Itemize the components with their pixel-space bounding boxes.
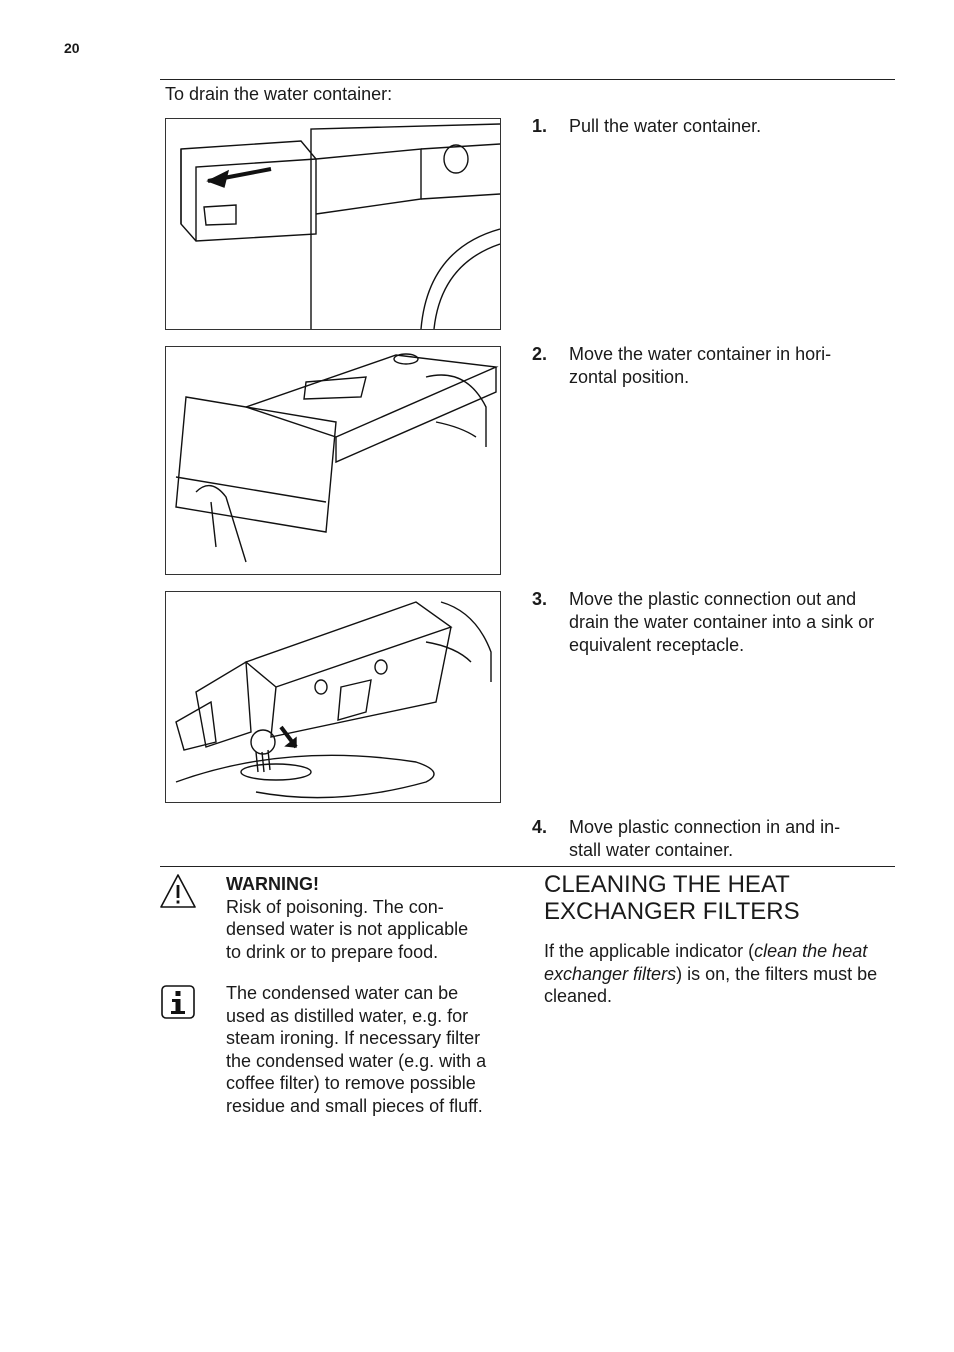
step-number: 3. xyxy=(532,589,548,609)
section-body-after: ) is on, the filters must be cleaned. xyxy=(544,963,878,1006)
section-body-before: If the applicable indicator ( xyxy=(544,941,755,961)
step-text: Pull the water container. xyxy=(569,116,762,136)
step-number: 2. xyxy=(532,344,548,364)
step-text: Move plastic connection in and in- stall water container. xyxy=(569,817,841,860)
warning-triangle-icon xyxy=(158,872,198,912)
step-number: 1. xyxy=(532,116,548,136)
info-text: The condensed water can be used as distilled water, e.g. for steam ironing. If necessary filter the condensed water (e.g. with a coffee filter) to remove possible residue and small pieces of fluff. xyxy=(226,983,487,1116)
step-text: Move the plastic connection out and drain the water container into a sink or equivalent receptacle. xyxy=(569,589,875,655)
warning-note xyxy=(226,873,518,963)
page-number: 20 xyxy=(64,40,80,56)
pull-container-illustration xyxy=(165,118,501,330)
warning-text: Risk of poisoning. The con- densed water is not applicable to drink or to prepare food. xyxy=(226,896,469,962)
step-text: Move the water container in hori- zontal position. xyxy=(569,344,832,387)
step-number: 4. xyxy=(532,817,548,837)
step-3 xyxy=(532,588,892,657)
section-body xyxy=(544,940,889,1008)
step-2 xyxy=(532,343,892,389)
intro-text: To drain the water container: xyxy=(165,84,393,104)
info-icon xyxy=(158,982,198,1022)
section-title: CLEANING THE HEAT EXCHANGER FILTERS xyxy=(544,871,800,925)
section-rule xyxy=(160,866,895,867)
step-1 xyxy=(532,115,892,138)
drain-container-illustration xyxy=(165,591,501,803)
section-body-italic: clean the heat exchanger filters xyxy=(544,941,868,984)
step-4 xyxy=(532,816,892,862)
top-rule xyxy=(160,79,895,80)
info-note xyxy=(226,982,518,1117)
warning-heading: WARNING! xyxy=(226,874,319,894)
horizontal-container-illustration xyxy=(165,346,501,575)
